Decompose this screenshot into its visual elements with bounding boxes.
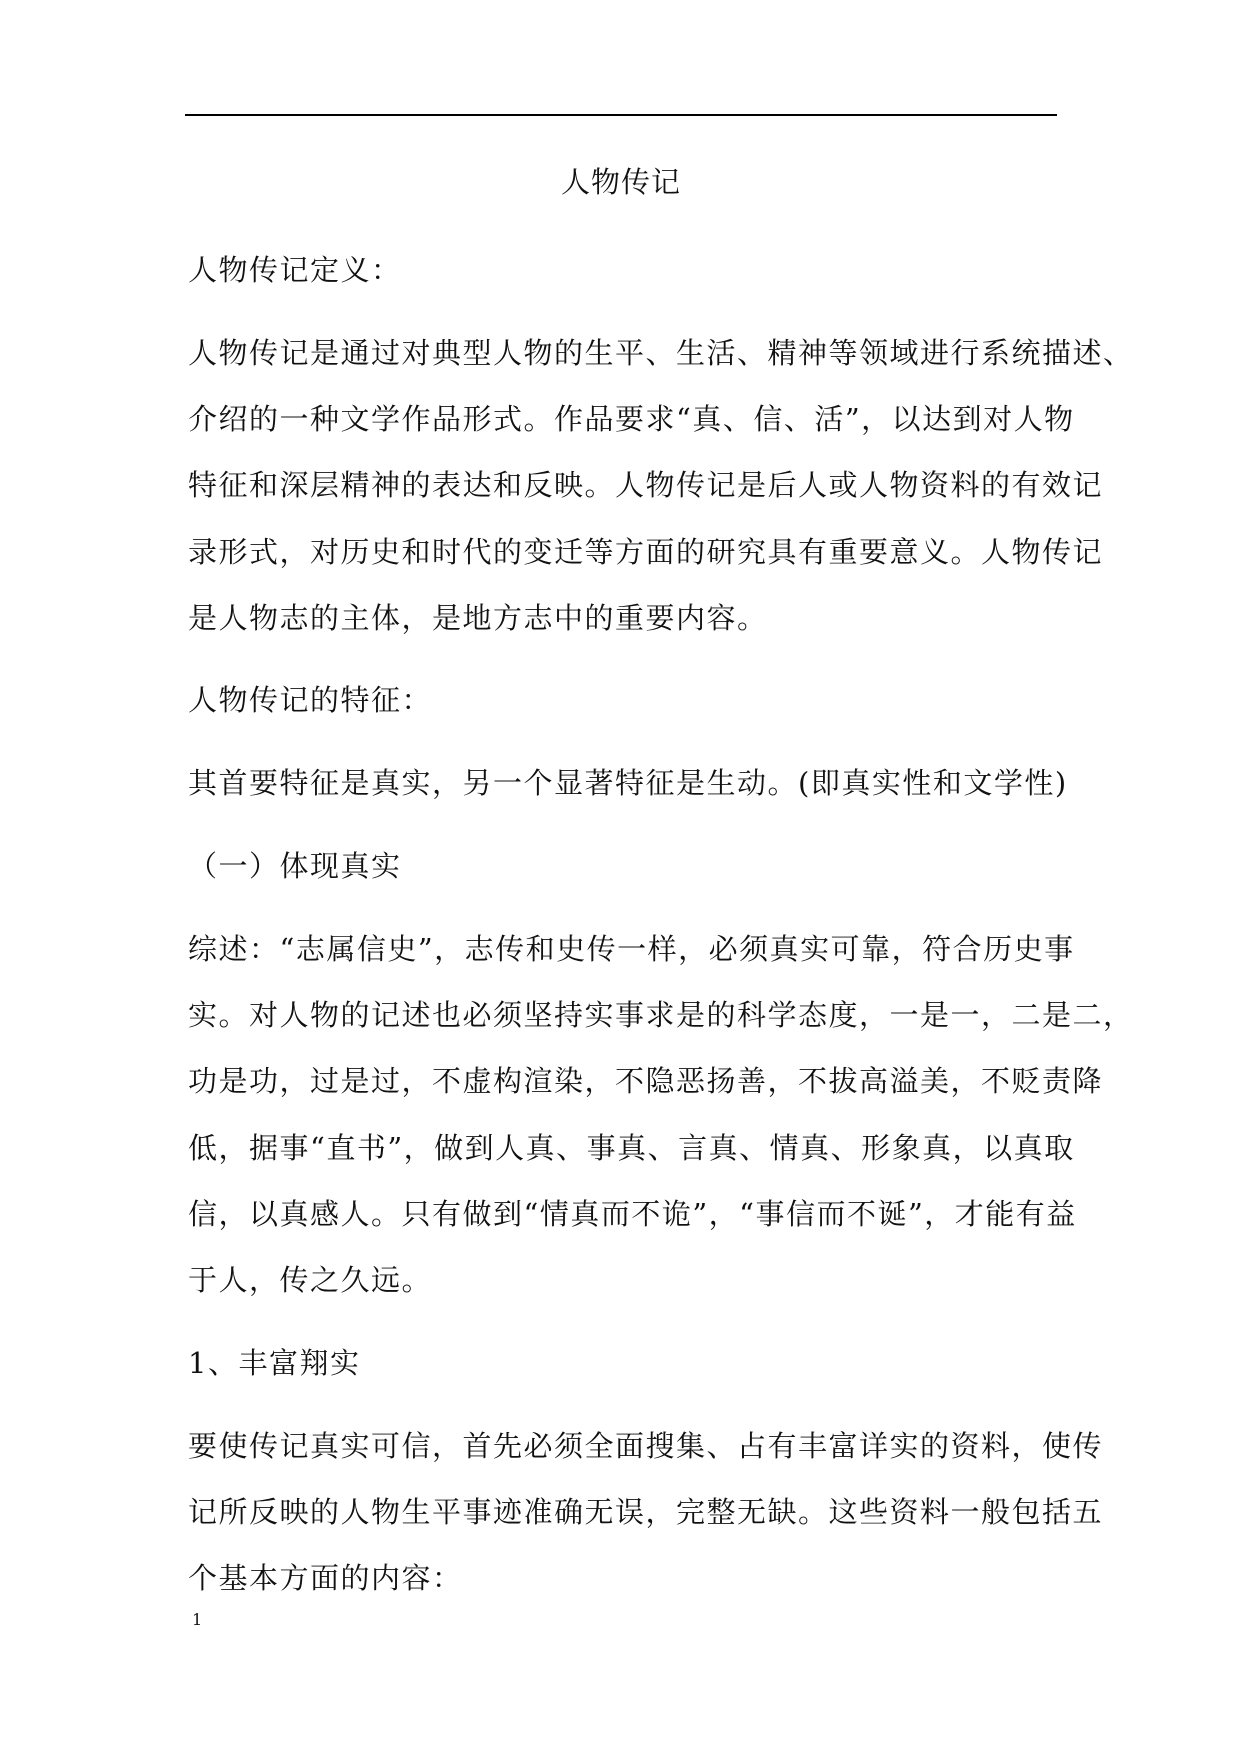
section-heading: （一）体现真实: [188, 849, 402, 883]
paragraph-line: 其首要特征是真实，另一个显著特征是生动。(即真实性和文学性): [188, 766, 1068, 800]
paragraph-line: 于人，传之久远。: [188, 1263, 433, 1297]
paragraph-line: 记所反映的人物生平事迹准确无误，完整无缺。这些资料一般包括五: [188, 1495, 1104, 1529]
paragraph-line: 录形式，对历史和时代的变迁等方面的研究具有重要意义。人物传记: [188, 535, 1104, 569]
paragraph-line: 人物传记是通过对典型人物的生平、生活、精神等领域进行系统描述、: [188, 336, 1134, 370]
paragraph-line: 特征和深层精神的表达和反映。人物传记是后人或人物资料的有效记: [188, 468, 1104, 502]
paragraph-line: 功是功，过是过，不虚构渲染，不隐恶扬善，不拔高溢美，不贬责降: [188, 1064, 1104, 1098]
paragraph-line: 信，以真感人。只有做到“情真而不诡”，“事信而不诞”，才能有益: [188, 1197, 1077, 1231]
paragraph-line: 实。对人物的记述也必须坚持实事求是的科学态度，一是一，二是二，: [188, 998, 1134, 1032]
paragraph-line: 综述：“志属信史”，志传和史传一样，必须真实可靠，符合历史事: [188, 932, 1075, 966]
features-heading: 人物传记的特征：: [188, 683, 433, 717]
paragraph-line: 低，据事“直书”，做到人真、事真、言真、情真、形象真，以真取: [188, 1131, 1075, 1165]
paragraph-line: 个基本方面的内容：: [188, 1561, 463, 1595]
paragraph-line: 是人物志的主体，是地方志中的重要内容。: [188, 601, 768, 635]
document-title: 人物传记: [560, 165, 681, 199]
page-number: 1: [192, 1610, 203, 1629]
subsection-heading: 1、丰富翔实: [188, 1346, 361, 1380]
paragraph-line: 要使传记真实可信，首先必须全面搜集、占有丰富详实的资料，使传: [188, 1429, 1104, 1463]
definition-heading: 人物传记定义：: [188, 253, 402, 287]
header-rule: [185, 114, 1057, 116]
paragraph-line: 介绍的一种文学作品形式。作品要求“真、信、活”，以达到对人物: [188, 402, 1075, 436]
